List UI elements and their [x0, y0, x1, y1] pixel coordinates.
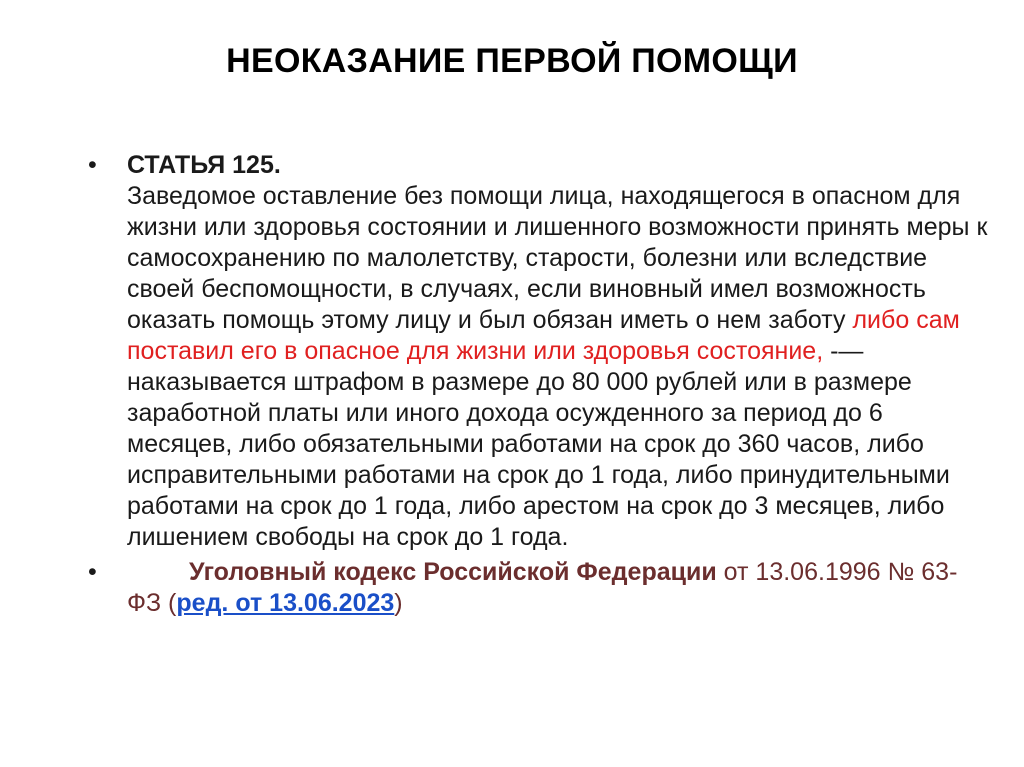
content-list [88, 150, 988, 619]
article-text-highlight: либо сам поставил его в опасное для жизни или здоровья состояние, [127, 306, 960, 365]
list-item-source [88, 557, 988, 619]
page-title: НЕОКАЗАНИЕ ПЕРВОЙ ПОМОЩИ [226, 42, 798, 80]
article-text-main: Заведомое оставление без помощи лица, находящегося в опасном для жизни или здоровья состоянии и лишенного возможности принять меры к самосохранению по малолетству, старости, болезни или вследствие своей беспомощности, в случаях, если виновный имел возможность оказать помощь этому лицу и был обязан иметь о нем заботу [127, 182, 988, 334]
source-title: Уголовный кодекс Российской Федерации [189, 558, 717, 586]
source-date: от 13.06.1996 № 63-ФЗ ( [127, 558, 958, 617]
bullet-icon: • [88, 558, 97, 586]
article-heading: СТАТЬЯ 125. [127, 151, 281, 179]
bullet-icon: • [88, 151, 97, 179]
source-closing: ) [394, 589, 403, 617]
article-text-tail: -— наказывается штрафом в размере до 80 000 рублей или в размере заработной платы или иного дохода осужденного за период до 6 месяцев, либо обязательными работами на срок до 360 часов, либо исправительными работами на срок до 1 года, либо принудительными работами на срок до 1 года, либо арестом на срок до 3 месяцев, либо лишением свободы на срок до 1 года. [127, 337, 950, 551]
list-item-article [88, 150, 988, 553]
source-edition-link[interactable]: ред. от 13.06.2023 [176, 589, 395, 617]
